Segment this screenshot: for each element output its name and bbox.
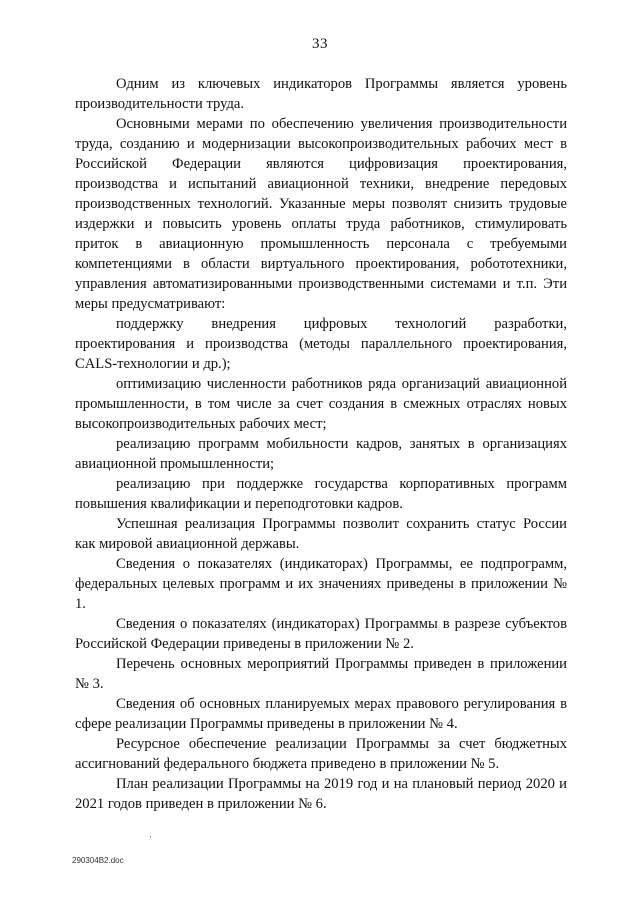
document-body <box>75 74 567 814</box>
paragraph: План реализации Программы на 2019 год и на плановый период 2020 и 2021 годов приведен в приложении № 6. <box>75 776 567 812</box>
scan-mark <box>150 836 151 838</box>
paragraph: Перечень основных мероприятий Программы приведен в приложении № 3. <box>75 656 567 692</box>
list-item: поддержку внедрения цифровых технологий разработки, проектирования и производства (методы параллельного проектирования, CALS-технологии и др.); <box>75 316 567 372</box>
list-item: оптимизацию численности работников ряда организаций авиационной промышленности, в том числе за счет создания в смежных отраслях новых высокопроизводительных рабочих мест; <box>75 376 567 432</box>
paragraph: Сведения об основных планируемых мерах правового регулирования в сфере реализации Программы приведены в приложении № 4. <box>75 696 567 732</box>
paragraph: Основными мерами по обеспечению увеличения производительности труда, созданию и модернизации высокопроизводительных рабочих мест в Российской Федерации являются цифровизация проектирования, производства и испытаний авиационной техники, внедрение передовых производственных технологий. Указанные меры позволят снизить трудовые издержки и повысить уровень оплаты труда работников, стимулировать приток в авиационную промышленность персонала с требуемыми компетенциями в области виртуального проектирования, робототехники, управления автоматизированными производственными системами и т.п. Эти меры предусматривают: <box>75 116 567 312</box>
page-number: 33 <box>312 36 328 52</box>
paragraph: Ресурсное обеспечение реализации Программы за счет бюджетных ассигнований федерального бюджета приведено в приложении № 5. <box>75 736 567 772</box>
paragraph: Сведения о показателях (индикаторах) Программы в разрезе субъектов Российской Федерации приведены в приложении № 2. <box>75 616 567 652</box>
paragraph: Успешная реализация Программы позволит сохранить статус России как мировой авиационной державы. <box>75 516 567 552</box>
paragraph: Сведения о показателях (индикаторах) Программы, ее подпрограмм, федеральных целевых программ и их значениях приведены в приложении № 1. <box>75 556 567 612</box>
list-item: реализацию при поддержке государства корпоративных программ повышения квалификации и переподготовки кадров. <box>75 476 567 512</box>
paragraph: Одним из ключевых индикаторов Программы является уровень производительности труда. <box>75 76 567 112</box>
list-item: реализацию программ мобильности кадров, занятых в организациях авиационной промышленности; <box>75 436 567 472</box>
file-name-footer: 290304B2.doc <box>72 856 124 865</box>
